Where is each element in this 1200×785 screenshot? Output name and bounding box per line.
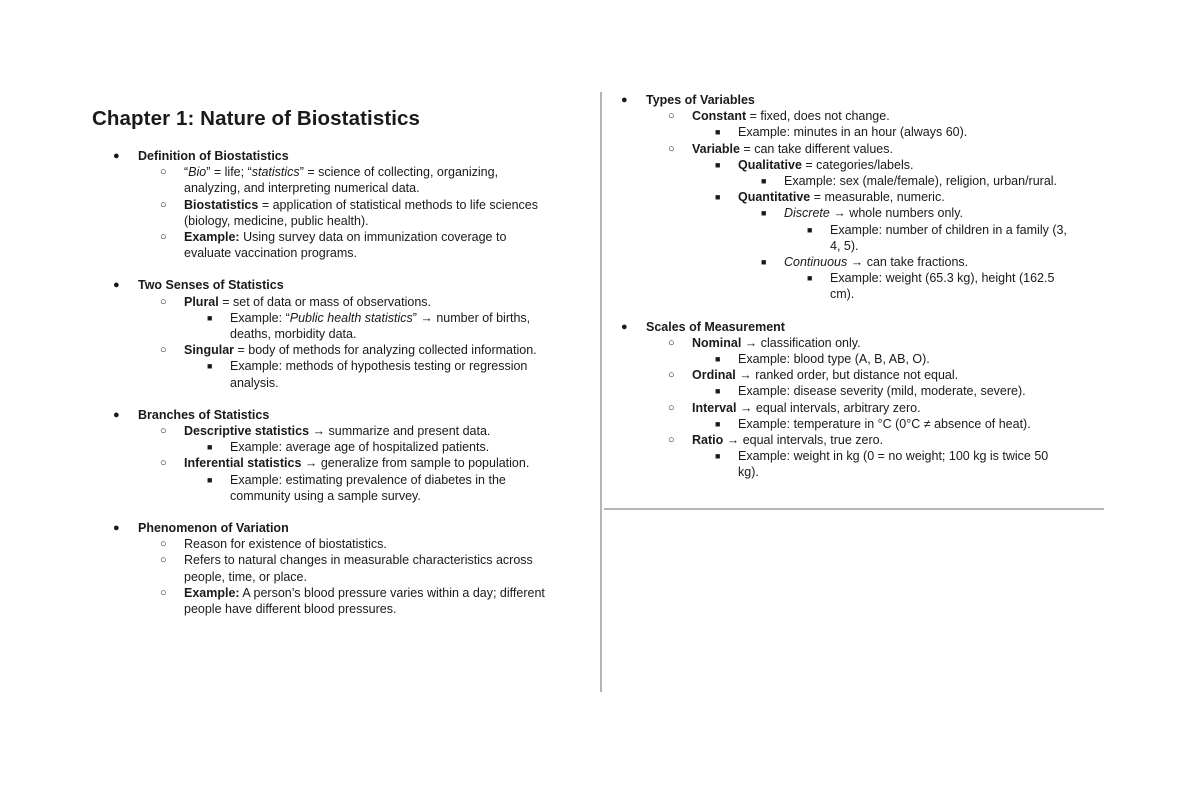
term-label: Interval [692,400,737,415]
list-item: ■ Qualitative = categories/labels. [715,157,914,172]
term-label: Descriptive statistics [184,424,310,439]
bullet-disc-icon: ● [113,522,120,535]
section-heading: Definition of Biostatistics [138,149,289,163]
term-label: Qualitative [738,157,802,172]
bullet-disc-icon: ● [113,279,120,292]
list-item-continuation: people have different blood pressures. [184,602,397,617]
bullet-square-icon: ■ [761,176,767,187]
bullet-square-icon: ■ [715,451,721,462]
term-statistics: statistics [251,165,300,180]
list-item-continuation: deaths, morbidity data. [230,327,357,342]
bullet-circle-icon: ○ [668,142,675,155]
term-label: Constant [692,109,747,124]
list-item: ○ Variable = can take different values. [668,141,893,156]
bullet-circle-icon: ○ [668,369,675,382]
bullet-disc-icon: ● [621,94,628,106]
bullet-circle-icon: ○ [668,434,675,447]
term-label: Biostatistics [184,197,259,212]
list-item: ■ Example: temperature in °C (0°C ≠ absence of heat). [715,416,1031,431]
term-bio: Bio [188,165,207,180]
bullet-square-icon: ■ [207,312,213,323]
list-item: ■ Example: “Public health statistics” → number of births, [207,310,531,325]
term-label: Discrete [784,206,830,221]
column-divider [600,92,602,692]
bullet-square-icon: ■ [761,257,767,268]
list-item: ○ “Bio” = life; “statistics” = science of collecting, organizing, [160,165,499,180]
bullet-square-icon: ■ [207,442,213,453]
section-heading: Scales of Measurement [646,319,785,334]
list-item [110,148,600,164]
bullet-circle-icon: ○ [160,554,167,567]
bullet-square-icon: ■ [807,224,813,235]
list-item: ■ Quantitative = measurable, numeric. [715,190,945,205]
list-item: ○ Refers to natural changes in measurable characteristics across [160,553,533,568]
list-item: ■ Example: number of children in a family (3, [807,222,1067,237]
section-heading: Two Senses of Statistics [138,278,284,293]
bullet-square-icon: ■ [715,418,721,429]
term-label: Inferential statistics [184,456,302,471]
list-item: ■ Example: weight in kg (0 = no weight; 100 kg is twice 50 [715,449,1049,464]
section-variation [110,520,600,617]
list-item: ○ Descriptive statistics → summarize and present data. [160,424,491,439]
bullet-circle-icon: ○ [160,538,167,551]
list-item: ■ Example: blood type (A, B, AB, O). [715,352,930,367]
list-item: ■ Continuous → can take fractions. [761,255,969,270]
term-label: Variable [692,141,740,156]
right-column [618,92,1108,497]
list-item: ○ Constant = fixed, does not change. [668,109,890,124]
bullet-circle-icon: ○ [668,110,675,123]
list-item-continuation: (biology, medicine, public health). [184,213,369,228]
bullet-disc-icon: ● [113,150,120,162]
list-item-continuation: evaluate vaccination programs. [184,246,358,261]
bullet-circle-icon: ○ [160,166,167,179]
list-item [618,92,1108,108]
list-item: ■ Example: estimating prevalence of diabetes in the [207,472,506,487]
term-label: Singular [184,343,235,358]
list-item [110,277,600,293]
list-item: ○ Ordinal → ranked order, but distance not equal. [668,368,959,383]
list-item: ■ Example: disease severity (mild, moderate, severe). [715,384,1026,399]
list-item: ■ Example: sex (male/female), religion, urban/rural. [761,174,1058,189]
section-scales-of-measurement [618,319,1108,481]
bullet-square-icon: ■ [715,159,721,170]
list-item-continuation: 4, 5). [830,238,859,253]
bullet-square-icon: ■ [207,474,213,485]
list-item: ○ Singular = body of methods for analyzing collected information. [160,343,537,358]
bullet-circle-icon: ○ [160,295,167,308]
list-item: ■ Example: methods of hypothesis testing or regression [207,359,528,374]
section-heading: Types of Variables [646,93,755,107]
list-item: ■ Example: minutes in an hour (always 60). [715,125,968,140]
section-definition [110,148,600,261]
bullet-circle-icon: ○ [668,336,675,349]
bullet-circle-icon: ○ [160,344,167,357]
bullet-disc-icon: ● [621,320,628,333]
list-item-continuation: cm). [830,287,855,302]
bullet-square-icon: ■ [715,127,721,138]
list-item: ○ Inferential statistics → generalize from sample to population. [160,456,530,471]
term-label: Nominal [692,335,742,350]
section-types-of-variables [618,92,1108,303]
list-item [110,407,600,423]
bullet-square-icon: ■ [807,273,813,284]
list-item: ○ Nominal → classification only. [668,335,861,350]
bullet-square-icon: ■ [715,386,721,397]
bullet-disc-icon: ● [113,408,120,421]
bullet-circle-icon: ○ [668,401,675,414]
list-item-continuation: people, time, or place. [184,569,307,584]
list-item: ○ Example: Using survey data on immunization coverage to [160,230,507,245]
list-item: ○ Reason for existence of biostatistics. [160,537,387,552]
list-item: ○ Example: A person’s blood pressure varies within a day; different [160,585,545,600]
example-label: Example: [184,230,240,245]
list-item-continuation: analysis. [230,375,279,390]
list-item: ○ Biostatistics = application of statistical methods to life sciences [160,197,539,212]
list-item: ■ Example: weight (65.3 kg), height (162.5 [807,271,1055,286]
list-item [618,319,1108,335]
term-label: Ratio [692,433,724,448]
list-item: ○ Ratio → equal intervals, true zero. [668,433,884,448]
bullet-circle-icon: ○ [160,586,167,599]
list-item-continuation: kg). [738,465,759,480]
term-label: Plural [184,294,219,309]
example-label: Example: [184,585,240,600]
section-heading: Branches of Statistics [138,407,270,422]
section-senses [110,277,600,390]
section-divider [604,508,1104,510]
list-item [110,520,600,536]
list-item: ○ Interval → equal intervals, arbitrary zero. [668,400,921,415]
left-column [110,148,600,633]
list-item: ■ Discrete → whole numbers only. [761,206,964,221]
bullet-square-icon: ■ [207,361,213,372]
bullet-square-icon: ■ [715,354,721,365]
list-item: ■ Example: average age of hospitalized patients. [207,440,490,455]
bullet-circle-icon: ○ [160,231,167,244]
bullet-square-icon: ■ [761,208,767,219]
bullet-circle-icon: ○ [160,457,167,470]
section-heading: Phenomenon of Variation [138,521,289,536]
section-branches [110,407,600,504]
term-label: Continuous [784,255,848,270]
list-item-continuation: community using a sample survey. [230,488,421,503]
term-label: Ordinal [692,368,736,383]
bullet-circle-icon: ○ [160,425,167,438]
list-item: ○ Plural = set of data or mass of observations. [160,294,432,309]
bullet-circle-icon: ○ [160,198,167,211]
page-title: Chapter 1: Nature of Biostatistics [92,107,421,130]
term-label: Quantitative [738,190,811,205]
list-item-continuation: analyzing, and interpreting numerical data. [184,181,420,196]
bullet-square-icon: ■ [715,192,721,203]
